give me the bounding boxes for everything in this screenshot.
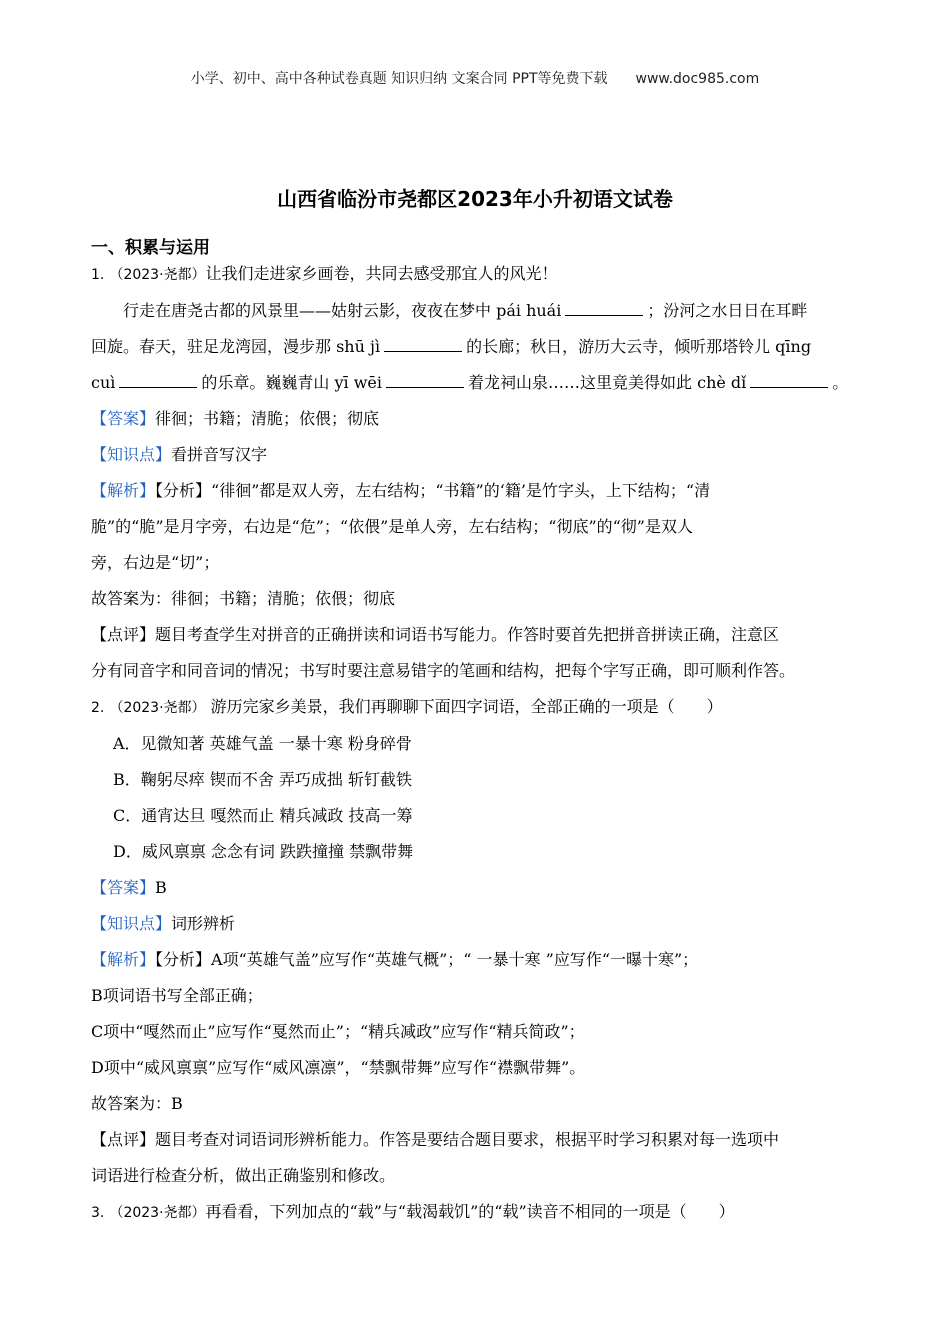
passage-text: 的长廊；秋日，游历大云寺，倾听那塔铃儿 qīng <box>466 337 812 356</box>
answer-tag: 【答案】 <box>91 409 156 428</box>
question-2-stem <box>91 689 851 726</box>
passage-text: cuì <box>91 373 116 392</box>
question-1-passage-line-2 <box>91 329 851 365</box>
question-source: （2023·尧都） <box>109 700 206 716</box>
knowledge-tag: 【知识点】 <box>91 445 172 464</box>
passage-text: 行走在唐尧古都的风景里——姑射云影，夜夜在梦中 pái huái <box>123 301 562 320</box>
answer-blank[interactable] <box>386 373 464 388</box>
question-2-knowledge-point <box>91 906 851 942</box>
question-1-knowledge-point <box>91 437 851 473</box>
analysis-tag: 【解析】 <box>91 950 156 969</box>
question-number: 1. <box>91 267 105 283</box>
question-1-analysis-1 <box>91 473 851 509</box>
answer-text: B <box>155 878 167 897</box>
answer-blank[interactable] <box>750 373 828 388</box>
knowledge-text: 看拼音写汉字 <box>171 445 268 464</box>
question-2-analysis-2: B项词语书写全部正确； <box>91 986 263 1005</box>
question-text: 让我们走进家乡画卷，共同去感受那宜人的风光！ <box>205 264 558 283</box>
analysis-text: 【分析】“徘徊”都是双人旁，左右结构；“书籍”的‘籍’是竹字头，上下结构；“清 <box>155 481 711 500</box>
question-1-analysis-2: 脆”的“脆”是月字旁，右边是“危”；“依偎”是单人旁，左右结构；“彻底”的“彻”是双人 <box>91 517 693 536</box>
option-d[interactable]: D．威风禀禀 念念有词 跌跌撞撞 禁飘带舞 <box>113 842 414 861</box>
question-1-passage-line-1 <box>91 293 851 329</box>
section-heading: 一、积累与运用 <box>91 238 210 258</box>
question-1-passage-line-3 <box>91 365 851 401</box>
question-1-comment-2: 分有同音字和同音词的情况；书写时要注意易错字的笔画和结构，把每个字写正确，即可顺利作答。 <box>91 661 796 680</box>
question-2-analysis-4: D项中“威风禀禀”应写作“威风凛凛”，“禁飘带舞”应写作“襟飘带舞”。 <box>91 1058 586 1077</box>
answer-tag: 【答案】 <box>91 878 156 897</box>
analysis-text: 【分析】A项“英雄气盖”应写作“英雄气概”；“ 一暴十寒 ”应写作“一曝十寒”； <box>155 950 699 969</box>
passage-text: 的乐章。巍巍青山 yī wēi <box>201 373 383 392</box>
knowledge-tag: 【知识点】 <box>91 914 172 933</box>
passage-text: 回旋。春天，驻足龙湾园，漫步那 shū jì <box>91 337 381 356</box>
question-1-comment-1: 【点评】题目考查学生对拼音的正确拼读和词语书写能力。作答时要首先把拼音拼读正确，注意区 <box>91 625 780 644</box>
knowledge-text: 词形辨析 <box>171 914 236 933</box>
page-header <box>0 68 950 88</box>
answer-text: 徘徊；书籍；清脆；依偎；彻底 <box>155 409 380 428</box>
passage-text: 。 <box>832 373 849 392</box>
document-body <box>91 256 851 1231</box>
question-source: （2023·尧都） <box>109 267 206 283</box>
question-2-comment-1: 【点评】题目考查对词语词形辨析能力。作答是要结合题目要求，根据平时学习积累对每一选项中 <box>91 1130 780 1149</box>
option-c[interactable]: C．通宵达旦 嘎然而止 精兵减政 技高一筹 <box>113 806 413 825</box>
answer-blank[interactable] <box>384 337 462 352</box>
header-tagline: 小学、初中、高中各种试卷真题 知识归纳 文案合同 PPT等免费下载 <box>190 71 608 87</box>
passage-text: 着龙祠山泉……这里竟美得如此 chè dǐ <box>468 373 747 392</box>
question-2-answer <box>91 870 851 906</box>
question-source: （2023·尧都） <box>109 1205 206 1221</box>
question-number: 2. <box>91 700 105 716</box>
question-1-answer <box>91 401 851 437</box>
question-2-analysis-3: C项中“嘎然而止”应写作“戛然而止”；“精兵减政”应写作“精兵简政”； <box>91 1022 585 1041</box>
question-1-analysis-3: 旁，右边是“切”； <box>91 553 220 572</box>
question-text: 游历完家乡美景，我们再聊聊下面四字词语，全部正确的一项是（ ） <box>205 697 723 716</box>
question-2-analysis-1 <box>91 942 851 978</box>
question-2-comment-2: 词语进行检查分析，做出正确鉴别和修改。 <box>91 1166 396 1185</box>
question-2-conclusion: 故答案为：B <box>91 1094 183 1113</box>
page-title: 山西省临汾市尧都区2023年小升初语文试卷 <box>277 187 673 211</box>
header-site[interactable]: www.doc985.com <box>635 71 760 87</box>
question-number: 3. <box>91 1205 105 1221</box>
answer-blank[interactable] <box>119 373 197 388</box>
question-1-stem <box>91 256 851 293</box>
analysis-tag: 【解析】 <box>91 481 156 500</box>
question-3-stem <box>91 1194 851 1231</box>
answer-blank[interactable] <box>565 301 643 316</box>
option-b[interactable]: B．鞠躬尽瘁 锲而不舍 弄巧成拙 斩钉截铁 <box>113 770 413 789</box>
question-text: 再看看，下列加点的“载”与“载渴载饥”的“载”读音不相同的一项是（ ） <box>205 1202 735 1221</box>
question-1-conclusion: 故答案为：徘徊；书籍；清脆；依偎；彻底 <box>91 589 396 608</box>
option-a[interactable]: A．见微知著 英雄气盖 一暴十寒 粉身碎骨 <box>113 734 412 753</box>
passage-text: ；汾河之水日日在耳畔 <box>647 301 808 320</box>
